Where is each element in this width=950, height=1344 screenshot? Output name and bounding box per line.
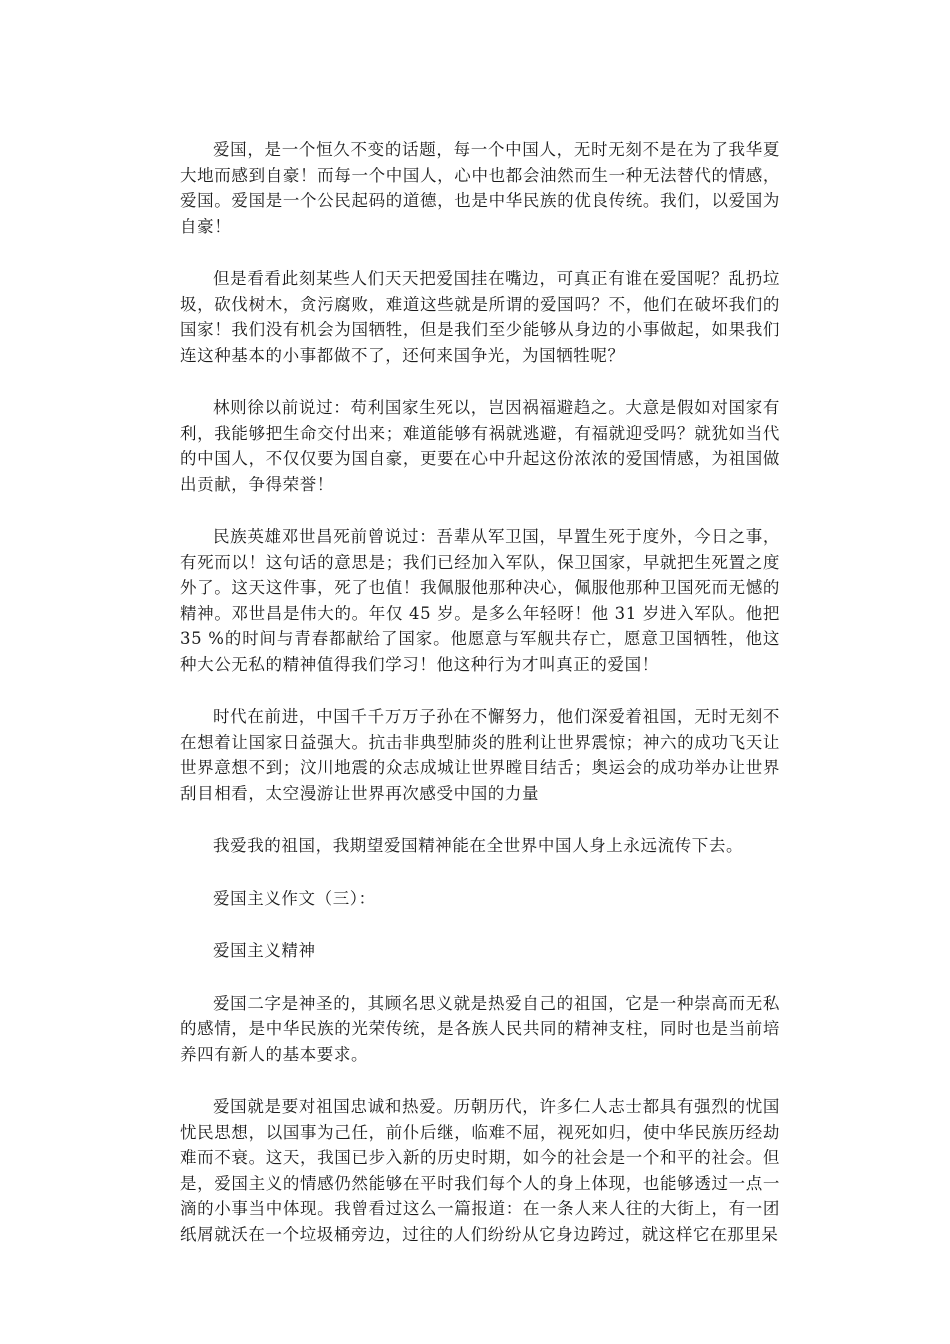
essay-title: 爱国主义精神 [213,941,316,960]
paragraph-5: 时代在前进，中国千千万万子孙在不懈努力，他们深爱着祖国，无时无刻不在想着让国家日益强大。抗击非典型肺炎的胜利让世界震惊；神六的成功飞天让世界意想不到；汶川地震的众志成城让世界瞠目结舌；奥运会的成功举办让世界刮目相看，太空漫游让世界再次感受中国的力量 [180,707,780,803]
paragraph-10: 爱国就是要对祖国忠诚和热爱。历朝历代，许多仁人志士都具有强烈的忧国忧民思想，以国事为己任，前仆后继，临难不屈，视死如归，使中华民族历经劫难而不衰。这天，我国已步入新的历史时期，如今的社会是一个和平的社会。但是，爱国主义的情感仍然能够在平时我们每个人的身上体现，也能够透过一点一滴的小事当中体现。我曾看过这么一篇报道：在一条人来人往的大街上，有一团纸屑就沃在一个垃圾桶旁边，过往的人们纷纷从它身边跨过，就这样它在那里呆 [180,1097,780,1244]
paragraph-6: 我爱我的祖国，我期望爱国精神能在全世界中国人身上永远流传下去。 [213,836,744,855]
paragraph-1: 爱国，是一个恒久不变的话题，每一个中国人，无时无刻不是在为了我华夏大地而感到自豪！而每一个中国人，心中也都会油然而生一种无法替代的情感，爱国。爱国是一个公民起码的道德，也是中华民族的优良传统。我们，以爱国为自豪！ [180,140,780,236]
paragraph-4: 民族英雄邓世昌死前曾说过：吾辈从军卫国，早置生死于度外，今日之事，有死而以！这句话的意思是；我们已经加入军队，保卫国家，早就把生死置之度外了。这天这件事，死了也值！我佩服他那种决心，佩服他那种卫国死而无憾的精神。邓世昌是伟大的。年仅 45 岁。是多么年轻呀！他 31 岁进入军队。他把 35 %的时间与青春都献给了国家。他愿意与军舰共存亡，愿意卫国牺牲，他这种大公无私的精神值得我们学习！他这种行为才叫真正的爱国！ [180,527,780,674]
essay-body [180,137,780,1274]
paragraph-3: 林则徐以前说过：苟利国家生死以，岂因祸福避趋之。大意是假如对国家有利，我能够把生命交付出来；难道能够有祸就逃避，有福就迎受吗？就犹如当代的中国人，不仅仅要为国自豪，更要在心中升起这份浓浓的爱国情感，为祖国做出贡献，争得荣誉！ [180,398,780,494]
paragraph-9: 爱国二字是神圣的，其顾名思义就是热爱自己的祖国，它是一种崇高而无私的感情，是中华民族的光荣传统，是各族人民共同的精神支柱，同时也是当前培养四有新人的基本要求。 [180,993,780,1064]
paragraph-2: 但是看看此刻某些人们天天把爱国挂在嘴边，可真正有谁在爱国呢？乱扔垃圾，砍伐树木，贪污腐败，难道这些就是所谓的爱国吗？不，他们在破坏我们的国家！我们没有机会为国牺牲，但是我们至少能够从身边的小事做起，如果我们连这种基本的小事都做不了，还何来国争光，为国牺牲呢？ [180,269,780,365]
section-heading: 爱国主义作文（三）： [213,888,376,908]
